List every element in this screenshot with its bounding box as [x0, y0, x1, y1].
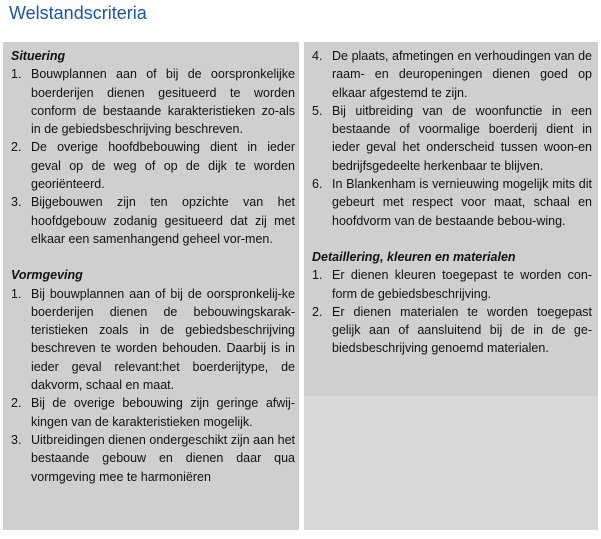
item-number: 4. — [312, 49, 323, 63]
item-text: De overige hoofdbebouwing dient in ieder geval op de weg of op de dijk te worden georiënteerd. — [31, 140, 295, 192]
section-spacer — [5, 248, 295, 266]
item-number: 1. — [11, 286, 22, 301]
item-text: Bij de overige bebouwing zijn geringe afwij-kingen van de karakteristieken mogelijk. — [31, 396, 295, 429]
section-heading-vormgeving: Vormgeving — [11, 268, 83, 283]
right-criteria-panel — [304, 42, 598, 530]
item-number: 2. — [312, 304, 323, 319]
item-text: De plaats, afmetingen en verhoudingen van de raam- en deuropeningen dienen goed op elkaar afgestemd te zijn. — [332, 49, 592, 100]
left-criteria-panel — [3, 42, 299, 530]
panel-lower-shade — [304, 396, 598, 530]
item-number: 5. — [312, 103, 323, 118]
vormgeving-list — [5, 285, 295, 486]
list-item — [5, 65, 295, 138]
list-item — [5, 138, 295, 193]
list-item — [5, 285, 295, 395]
item-number: 6. — [312, 177, 323, 192]
item-text: Uitbreidingen dienen ondergeschikt zijn aan het bestaande gebouw en dienen daar qua vormgeving mee te harmoniëren — [31, 432, 295, 484]
list-item — [306, 47, 592, 102]
section-heading-situering: Situering — [11, 49, 66, 63]
section-heading-detaillering: Detaillering, kleuren en materialen — [312, 249, 516, 264]
item-number: 3. — [11, 432, 22, 447]
list-item — [306, 102, 592, 175]
item-text: Bij uitbreiding van de woonfunctie in een bestaande of voormalige boerderij dient in ieder geval het onderscheid tussen woon-en bedrijfsgedeelte herkenbaar te blijven. — [332, 103, 592, 173]
item-number: 3. — [11, 195, 22, 210]
item-number: 1. — [11, 67, 22, 82]
list-item — [306, 303, 592, 358]
list-item — [5, 431, 295, 486]
detaillering-list — [306, 266, 592, 357]
item-text: Er dienen kleuren toegepast te worden con-form de gebiedsbeschrijving. — [332, 268, 592, 301]
item-number: 2. — [11, 140, 22, 155]
vormgeving-continued-list — [306, 47, 592, 230]
item-number: 2. — [11, 396, 22, 411]
section-spacer — [306, 230, 592, 248]
item-text: Bijgebouwen zijn ten opzichte van het hoofdgebouw zodanig gesitueerd dat zij met elkaar een samenhangend geheel vor-men. — [31, 195, 295, 246]
page-title: Welstandscriteria — [9, 3, 147, 23]
list-item — [5, 193, 295, 248]
item-text: In Blankenham is vernieuwing mogelijk mits dit gebeurt met respect voor maat, schaal en hoofdvorm van de bestaande bebou-wing. — [332, 177, 592, 228]
item-text: Er dienen materialen te worden toegepast gelijk aan of aansluitend bij de in de ge-biedsbeschrijving genoemd materialen. — [332, 304, 592, 356]
item-number: 1. — [312, 268, 323, 283]
item-text: Bij bouwplannen aan of bij de oorspronkelij-ke boerderijen dienen de bebouwingskarak-teristieken zoals in de gebiedsbeschrijving beschreven te worden behouden. Daarbij is in ieder geval relevant:het boerderijtype, de dakvorm, schaal en maat. — [31, 286, 295, 393]
list-item — [306, 175, 592, 230]
list-item — [306, 266, 592, 303]
situering-list — [5, 65, 295, 248]
item-text: Bouwplannen aan of bij de oorspronkelijke boerderijen dienen gesitueerd te worden conform de bestaande karakteristieken zo-als in de gebiedsbeschrijving beschreven. — [31, 67, 295, 137]
list-item — [5, 394, 295, 431]
